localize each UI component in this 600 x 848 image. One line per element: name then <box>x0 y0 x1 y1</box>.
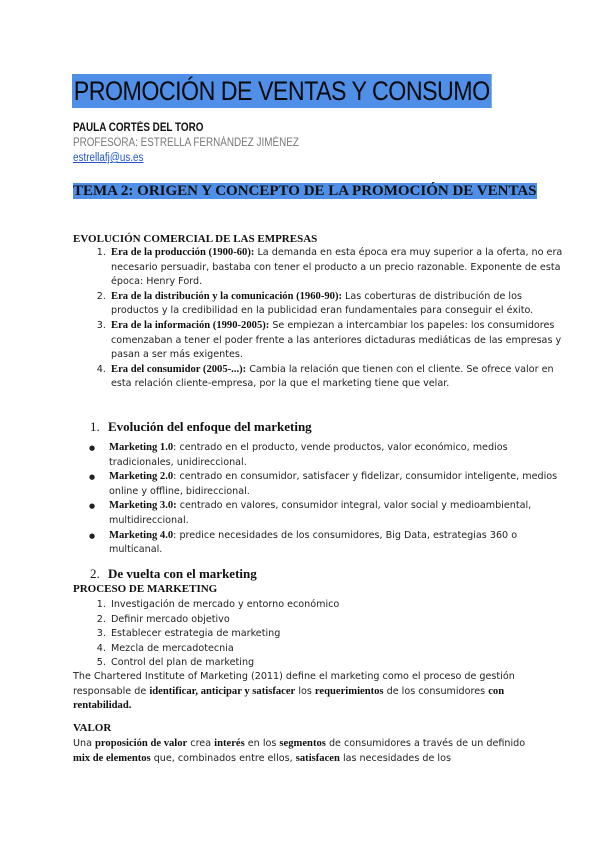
bold-run: proposición de valor <box>95 738 188 749</box>
list-item <box>109 441 567 470</box>
author-name: PAULA CORTÉS DEL TORO <box>73 122 204 134</box>
text-run: Una <box>73 738 96 749</box>
bold-run: requerimientos <box>314 685 384 697</box>
list-item: 1. Investigación de mercado y entorno económico <box>109 598 339 613</box>
text-run: en los <box>244 738 280 749</box>
era-name: Era de la producción (1900-60): <box>111 247 255 258</box>
era-name: Era de la distribución y la comunicación (1960-90): <box>111 290 342 302</box>
list-item <box>109 246 564 290</box>
marketing-version: Marketing 2.0 <box>109 471 174 483</box>
professor-email-link[interactable]: estrellafj@us.es <box>73 152 144 164</box>
bold-run: con rentabilidad. <box>73 685 505 712</box>
process-list <box>73 598 339 671</box>
marketing-description: : centrado en consumidor, satisfacer y fidelizar, consumidor inteligente, medios online y offline, bidireccional. <box>109 471 558 497</box>
list-item <box>109 319 564 363</box>
text-run: crea <box>187 738 215 749</box>
bold-run: satisfacen <box>295 752 340 764</box>
section-subtitle: EVOLUCIÓN COMERCIAL DE LAS EMPRESAS <box>73 233 318 245</box>
era-text: Se empiezan a intercambiar los papeles: los consumidores comenzaban a tener el poder frente a las anteriores dictaduras mediáticas de las empresas y pasan a ser más exigentes. <box>111 319 562 361</box>
marketing-description: : predice necesidades de los consumidores, Big Data, estrategias 360 o multicanal. <box>109 529 518 556</box>
marketing-version: Marketing 4.0 <box>109 529 174 541</box>
era-text: Las coberturas de distribución de los productos y la credibilidad en la publicidad eran fundamentales para conseguir el éxito. <box>111 290 534 317</box>
heading-text: Evolución del enfoque del marketing <box>108 419 312 434</box>
era-text: Cambia la relación que tienen con el cliente. Se ofrece valor en esta relación cliente-empresa, por la que el marketing tiene que velar. <box>111 363 554 390</box>
text-run: The Chartered Institute of Marketing (2011) define el marketing como el proceso de gestión responsable de <box>73 671 515 697</box>
era-name: Era de la información (1990-2005): <box>111 319 270 331</box>
section-title-text: TEMA 2: ORIGEN Y CONCEPTO DE LA PROMOCIÓN DE VENTAS <box>73 183 537 199</box>
professor-name: PROFESORA: ESTRELLA FERNÁNDEZ JIMÉNEZ <box>73 137 299 149</box>
heading-number: 1. <box>90 419 100 434</box>
marketing-version: Marketing 3.0: <box>109 500 177 512</box>
marketing-definition-paragraph <box>73 670 531 714</box>
heading-text: De vuelta con el marketing <box>108 566 257 581</box>
back-to-marketing-heading <box>90 566 257 582</box>
list-item: 5. Control del plan de marketing <box>109 656 339 671</box>
text-run: los <box>295 685 315 697</box>
text-run: de consumidores a través de un definido <box>325 738 526 749</box>
value-paragraph <box>73 737 531 766</box>
list-item <box>109 529 567 558</box>
marketing-evolution-list <box>73 441 567 558</box>
eras-list <box>73 246 564 392</box>
list-item: 4. Mezcla de mercadotecnia <box>109 642 339 657</box>
bold-run: interés <box>214 738 245 749</box>
text-run: que, combinados entre ellos, <box>150 752 296 764</box>
bold-run: mix de elementos <box>73 752 151 764</box>
value-title: VALOR <box>73 722 112 734</box>
process-title: PROCESO DE MARKETING <box>73 583 218 595</box>
list-item: 2. Definir mercado objetivo <box>109 613 339 628</box>
marketing-version: Marketing 1.0 <box>109 442 174 453</box>
marketing-description: centrado en valores, consumidor integral, valor social y medioambiental, multidireccional. <box>109 500 532 526</box>
bold-run: identificar, anticipar y satisfacer <box>149 685 296 697</box>
evolution-heading <box>90 419 312 435</box>
marketing-description: : centrado en el producto, vende productos, valor económico, medios tradicionales, unidireccional. <box>109 442 508 468</box>
list-item: 3. Establecer estrategia de marketing <box>109 627 339 642</box>
text-run: de los consumidores <box>383 685 489 697</box>
list-item <box>109 470 567 499</box>
bold-run: segmentos <box>279 738 326 749</box>
list-item <box>109 290 564 319</box>
list-item <box>109 499 567 528</box>
document-title: PROMOCIÓN DE VENTAS Y CONSUMO <box>73 76 490 106</box>
section-title <box>73 181 537 202</box>
era-name: Era del consumidor (2005-...): <box>111 363 247 375</box>
heading-number: 2. <box>90 566 100 581</box>
list-item <box>109 363 564 392</box>
era-text: La demanda en esta época era muy superior a la oferta, no era necesario persuadir, bastaba con tener el producto a un precio razonable. Exponente de esta época: Henry Ford. <box>111 247 563 288</box>
text-run: las necesidades de los <box>339 752 451 764</box>
